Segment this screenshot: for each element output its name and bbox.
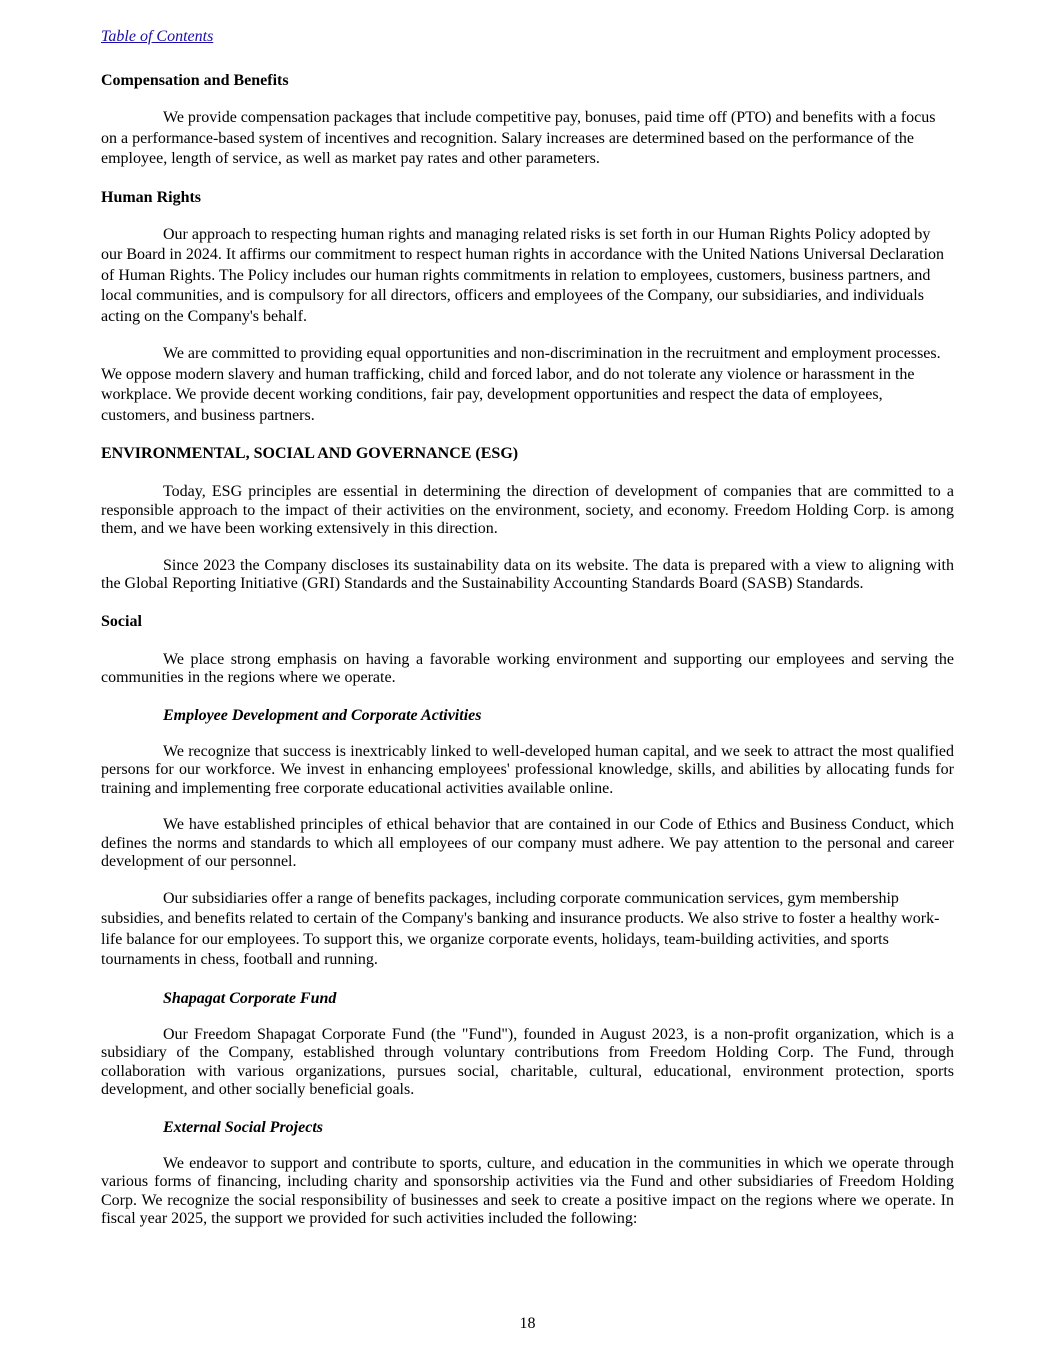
paragraph-social: We place strong emphasis on having a favorable working environment and supporting our employees and serving the communities in the regions where we operate. bbox=[101, 650, 954, 686]
document-page bbox=[101, 26, 954, 1229]
subheading-external-projects: External Social Projects bbox=[163, 1118, 323, 1136]
paragraph-esg-2: Since 2023 the Company discloses its sustainability data on its website. The data is prepared with a view to aligning with the Global Reporting Initiative (GRI) Standards and the Sustainability Accounting Standards Board (SASB) Standards. bbox=[101, 556, 954, 592]
paragraph-human-rights-2: We are committed to providing equal opportunities and non-discrimination in the recruitment and employment processes. We oppose modern slavery and human trafficking, child and forced labor, and do not tolerate any violence or harassment in the workplace. We provide decent working conditions, fair pay, development opportunities and respect the data of employees, customers, and business partners. bbox=[101, 345, 941, 424]
heading-human-rights: Human Rights bbox=[101, 188, 202, 206]
paragraph-employee-3: Our subsidiaries offer a range of benefits packages, including corporate communication services, gym membership subsidies, and benefits related to certain of the Company's banking and insurance products. We also strive to foster a healthy work-life balance for our employees. To support this, we organize corporate events, holidays, team-building activities, and sports tournaments in chess, football and running. bbox=[101, 889, 940, 968]
page-number: 18 bbox=[519, 1315, 536, 1332]
subheading-shapagat-fund: Shapagat Corporate Fund bbox=[163, 989, 337, 1007]
heading-social: Social bbox=[101, 612, 142, 630]
paragraph-fund: Our Freedom Shapagat Corporate Fund (the "Fund"), founded in August 2023, is a non-profit organization, which is a subsidiary of the Company, established through voluntary contributions from Freedom Holding Corp. The Fund, through collaboration with various organizations, pursues social, charitable, cultural, educational, environment protection, sports development, and other socially beneficial goals. bbox=[101, 1025, 954, 1098]
heading-compensation: Compensation and Benefits bbox=[101, 72, 289, 89]
table-of-contents-link[interactable]: Table of Contents bbox=[101, 28, 214, 45]
paragraph-esg-1: Today, ESG principles are essential in determining the direction of development of companies that are committed to a responsible approach to the impact of their activities on the environment, society, and economy. Freedom Holding Corp. is among them, and we have been working extensively in this direction. bbox=[101, 483, 954, 537]
paragraph-employee-2: We have established principles of ethical behavior that are contained in our Code of Ethics and Business Conduct, which defines the norms and standards to which all employees of our company must adhere. We pay attention to the personal and career development of our personnel. bbox=[101, 816, 954, 870]
paragraph-compensation: We provide compensation packages that include competitive pay, bonuses, paid time off (PTO) and benefits with a focus on a performance-based system of incentives and recognition. Salary increases are determined based on the performance of the employee, length of service, as well as market pay rates and other parameters. bbox=[101, 109, 936, 167]
paragraph-human-rights-1: Our approach to respecting human rights and managing related risks is set forth in our Human Rights Policy adopted by our Board in 2024. It affirms our commitment to respect human rights in accordance with the United Nations Universal Declaration of Human Rights. The Policy includes our human rights commitments in relation to employees, customers, business partners, and local communities, and is compulsory for all directors, officers and employees of the Company, our subsidiaries, and individuals acting on the Company's behalf. bbox=[101, 225, 945, 325]
paragraph-employee-1: We recognize that success is inextricably linked to well-developed human capital, and we seek to attract the most qualified persons for our workforce. We invest in enhancing employees' professional knowledge, skills, and abilities by allocating funds for training and implementing free corporate educational activities available online. bbox=[101, 742, 954, 797]
paragraph-external: We endeavor to support and contribute to sports, culture, and education in the communities in which we operate through various forms of financing, including charity and sponsorship activities via the Fund and other subsidiaries of Freedom Holding Corp. We recognize the social responsibility of businesses and seek to create a positive impact on the regions where we operate. In fiscal year 2025, the support we provided for such activities included the following: bbox=[101, 1154, 954, 1227]
heading-esg: ENVIRONMENTAL, SOCIAL AND GOVERNANCE (ESG) bbox=[101, 445, 519, 462]
subheading-employee-development: Employee Development and Corporate Activities bbox=[163, 706, 482, 724]
